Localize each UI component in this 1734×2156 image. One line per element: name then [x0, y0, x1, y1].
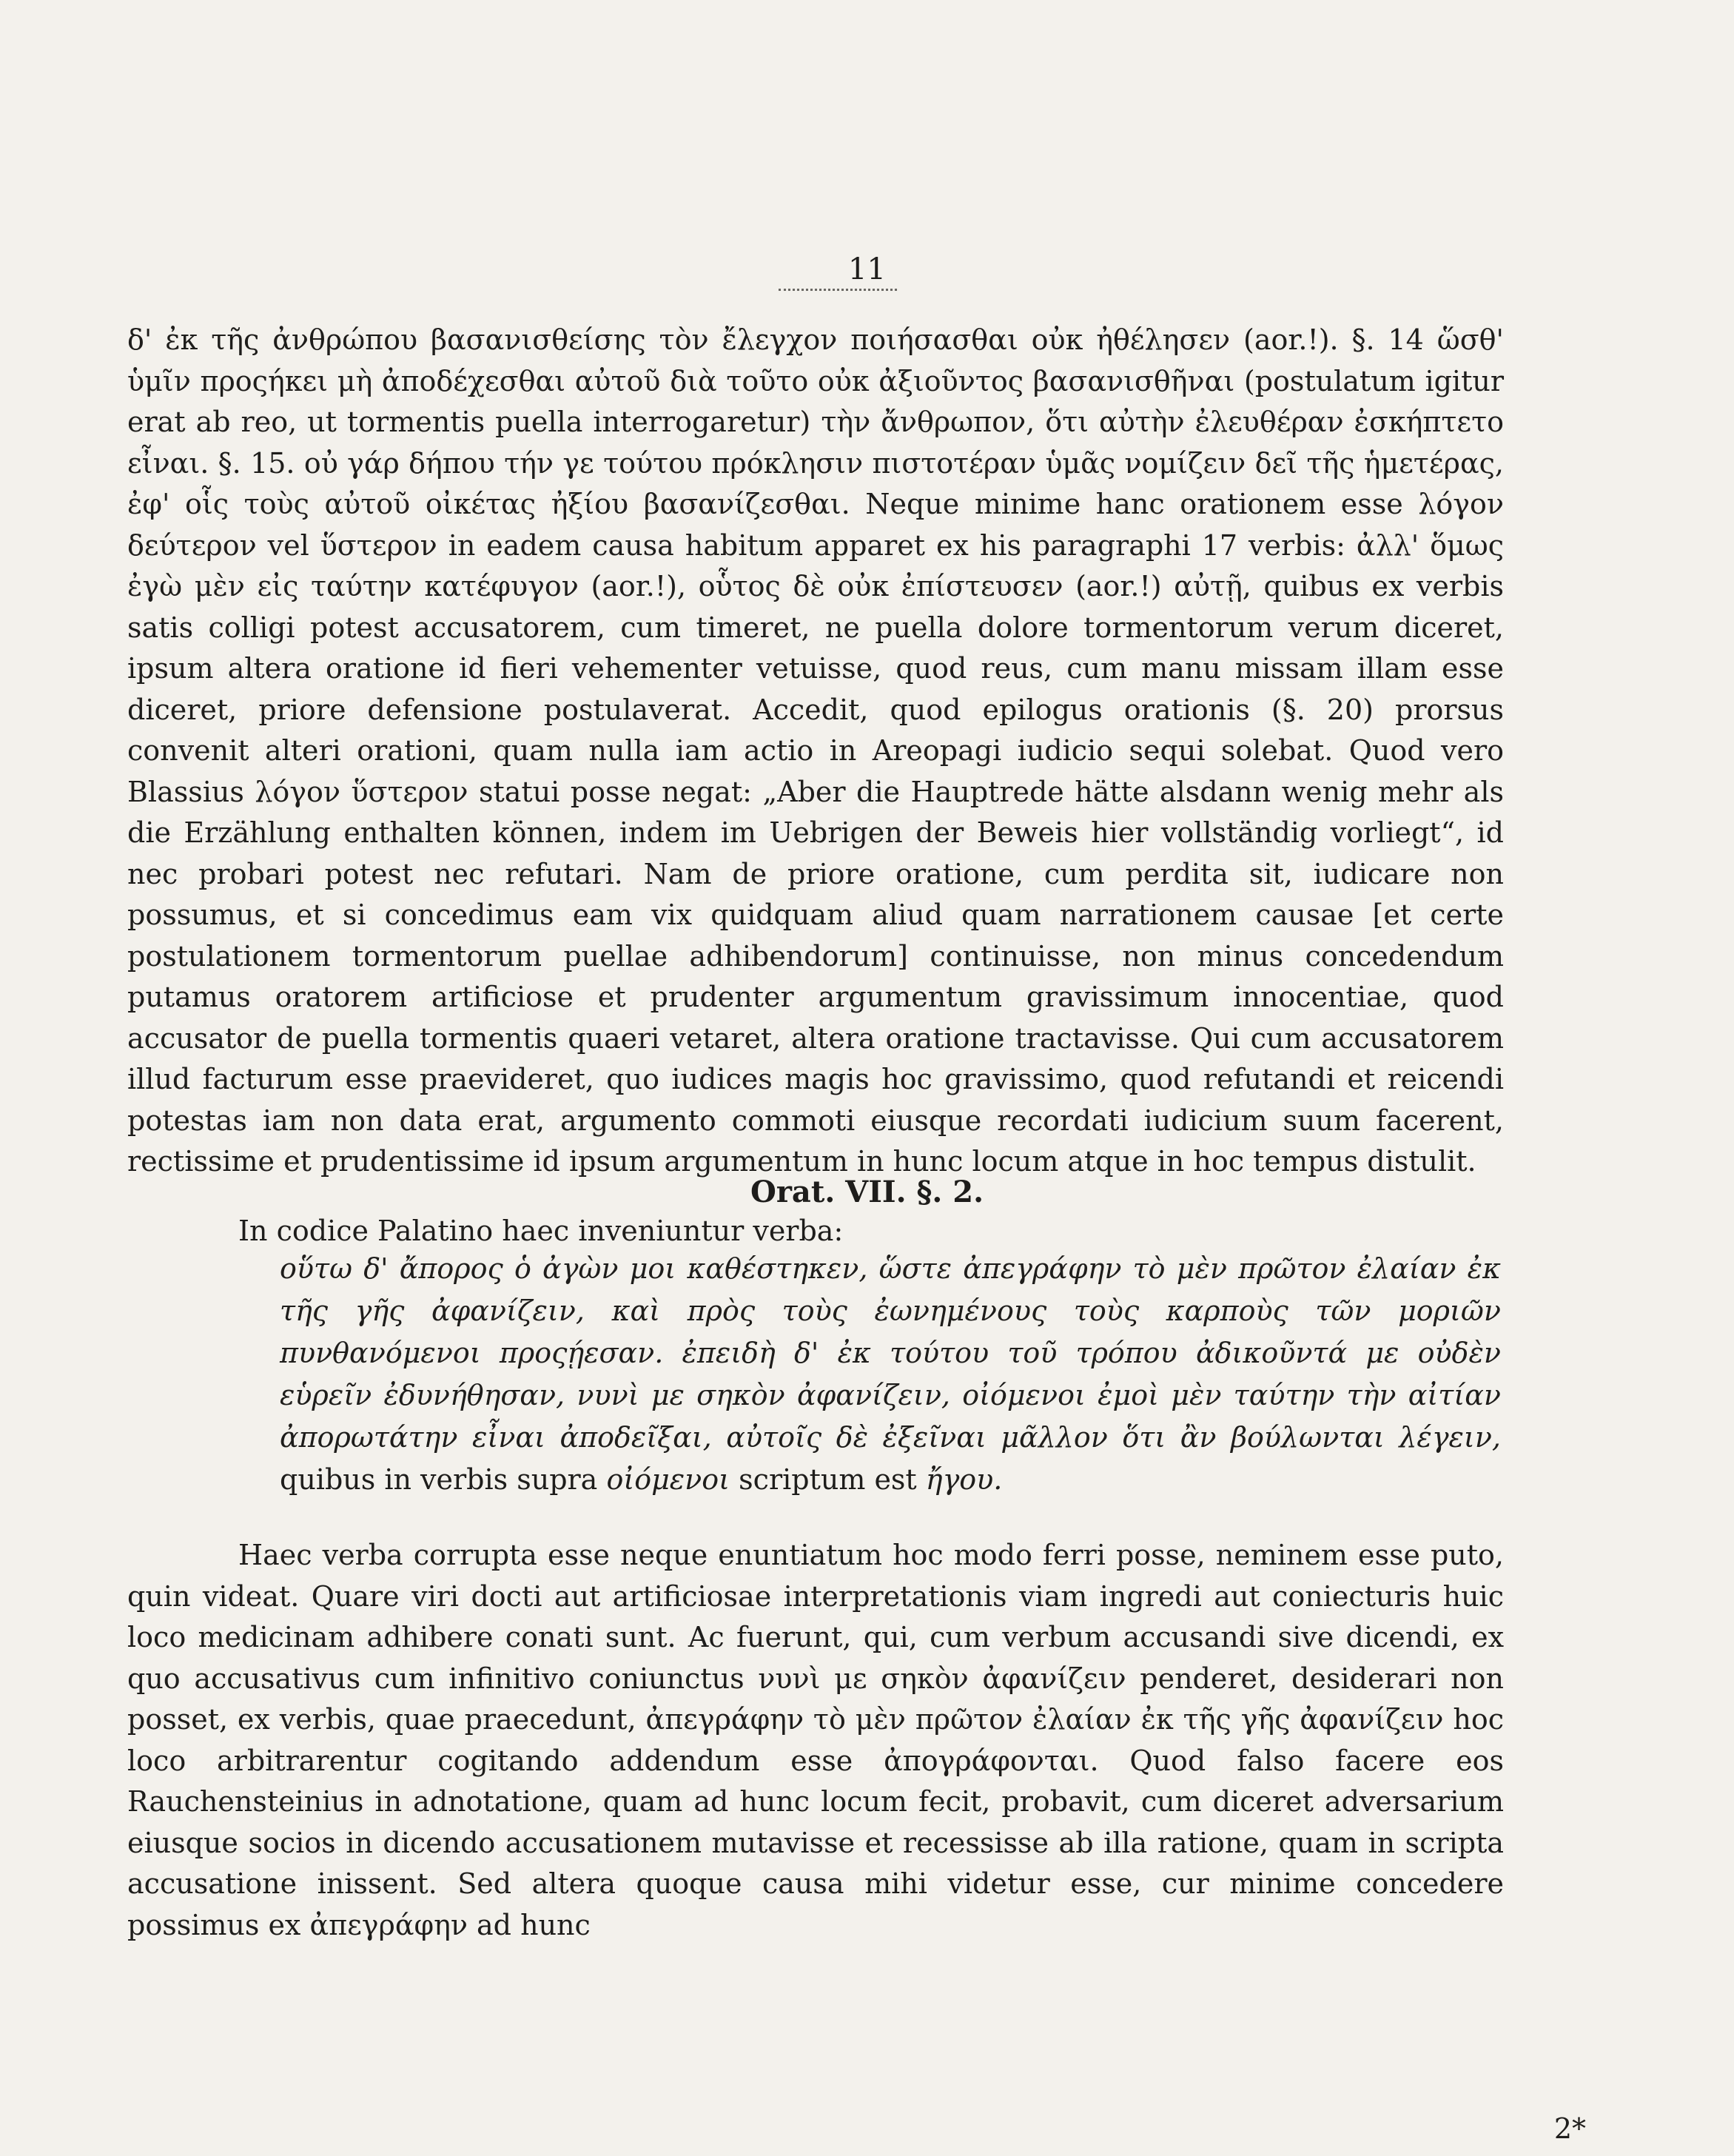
paragraph-2: Haec verba corrupta esse neque enuntiatum hoc modo ferri posse, neminem esse puto, quin videat. Quare viri docti aut artificiosae interpretationis viam ingredi aut coniecturis huic loco medicinam adhibere conati sunt. Ac fuerunt, qui, cum verbum accusandi sive dicendi, ex quo accusativus cum infinitivo coniunctus νυνὶ με σηκὸν ἀφανίζειν penderet, desiderari non posset, ex verbis, quae praecedunt, ἀπεγράφην τὸ μὲν πρῶτον ἐλαίαν ἐκ τῆς γῆς ἀφανίζειν hoc loco arbitrarentur cogitando addendum esse ἀπογράφονται. Quod falso facere eos Rauchensteinius in adnotatione, quam ad hunc locum fecit, probavit, cum diceret adversarium eiusque socios in dicendo accusationem mutavisse et recessisse ab illa ratione, quam in scripta accusatione inissent. Sed altera quoque causa mihi videtur esse, cur minime concedere possimus ex ἀπεγράφην ad hunc [127, 1539, 1504, 1941]
page-number: 11 [848, 252, 886, 286]
quote-latin-tail: quibus in verbis supra [280, 1463, 598, 1496]
signature-mark: 2* [1553, 2112, 1586, 2145]
page-number-underline [779, 289, 897, 298]
section-heading: Orat. VII. §. 2. [750, 1175, 984, 1209]
intro-line: In codice Palatino haec inveniuntur verba: [238, 1215, 844, 1247]
quote-greek-end: ἤγου. [925, 1463, 1003, 1496]
quote-latin-mid: scriptum est [739, 1463, 917, 1496]
body-text-block-1 [127, 320, 1504, 1183]
intro-block [127, 1211, 1504, 1252]
paragraph-1: δ' ἐκ τῆς ἀνθρώπου βασανισθείσης τὸν ἔλεγχον ποιήσασθαι οὐκ ἠθέλησεν (aor.!). §. 14 ὥσθ' ὑμῖν προςήκει μὴ ἀποδέχεσθαι αὐτοῦ διὰ τοῦτο οὐκ ἀξιοῦντος βασανισθῆναι (postulatum igitur erat ab reo, ut tormentis puella interrogaretur) τὴν ἄνθρωπον, ὅτι αὐτὴν ἐλευθέραν ἐσκήπτετο εἶναι. §. 15. οὐ γάρ δήπου τήν γε τούτου πρόκλησιν πιστοτέραν ὑμᾶς νομίζειν δεῖ τῆς ἡμετέρας, ἐφ' οἷς τοὺς αὐτοῦ οἰκέτας ἠξίου βασανίζεσθαι. Neque minime hanc orationem esse λόγον δεύτερον vel ὕστερον in eadem causa habitum apparet ex his paragraphi 17 verbis: ἀλλ' ὅμως ἐγὼ μὲν εἰς ταύτην κατέφυγον (aor.!), οὗτος δὲ οὐκ ἐπίστευσεν (aor.!) αὐτῇ, quibus ex verbis satis colligi potest accusatorem, cum timeret, ne puella dolore tormentorum verum diceret, ipsum altera oratione id fieri vehementer vetuisse, quod reus, cum manu missam illam esse diceret, priore defensione postulaverat. Accedit, quod epilogus orationis (§. 20) prorsus convenit alteri orationi, quam nulla iam actio in Areopagi iudicio sequi solebat. Quod vero Blassius λόγον ὕστερον statui posse negat: „Aber die Hauptrede hätte alsdann wenig mehr als die Erzählung enthalten können, indem im Uebrigen der Beweis hier vollständig vorliegt“, id nec probari potest nec refutari. Nam de priore oratione, cum perdita sit, iudicare non possumus, et si concedimus eam vix quidquam aliud quam narrationem causae [et certe postulationem tormentorum puellae adhibendorum] continuisse, non minus concedendum putamus oratorem artificiose et prudenter argumentum gravissimum innocentiae, quod accusator de puella tormentis quaeri vetaret, altera oratione tractavisse. Qui cum accusatorem illud facturum esse praevideret, quo iudices magis hoc gravissimo, quod refutandi et reicendi potestas iam non data erat, argumento commoti eiusque recordati iudicium suum facerent, rectissime et prudentissime id ipsum argumentum in hunc locum atque in hoc tempus distulit. [127, 323, 1504, 1178]
greek-quotation [280, 1248, 1501, 1501]
body-text-block-2 [127, 1535, 1504, 1946]
quote-greek: οὕτω δ' ἄπορος ὁ ἀγὼν μοι καθέστηκεν, ὥστε ἀπεγράφην τὸ μὲν πρῶτον ἐλαίαν ἐκ τῆς γῆς ἀφανίζειν, καὶ πρὸς τοὺς ἐωνημένους τοὺς καρποὺς τῶν μοριῶν πυνθανόμενοι προςῄεσαν. ἐπειδὴ δ' ἐκ τούτου τοῦ τρόπου ἀδικοῦντά με οὐδὲν εὑρεῖν ἐδυνήθησαν, νυνὶ με σηκὸν ἀφανίζειν, οἰόμενοι ἐμοὶ μὲν ταύτην τὴν αἰτίαν ἀπορωτάτην εἶναι ἀποδεῖξαι, αὐτοῖς δὲ ἐξεῖναι μᾶλλον ὅτι ἂν βούλωνται λέγειν, [280, 1252, 1501, 1454]
quote-greek-word: οἰόμενοι [606, 1463, 730, 1496]
